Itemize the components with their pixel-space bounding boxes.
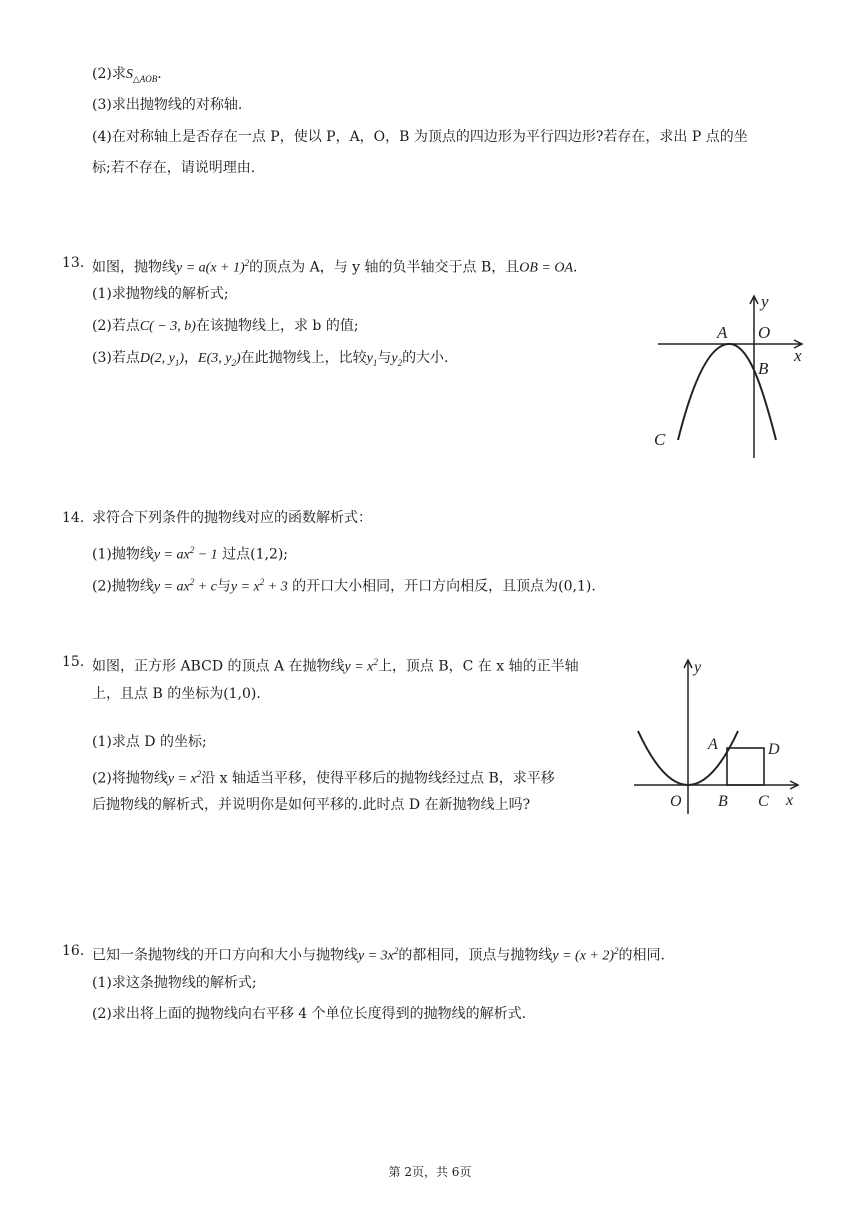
q15-label-C: C (758, 793, 769, 810)
q15-part2-line2: 后抛物线的解析式，并说明你是如何平移的.此时点 D 在新抛物线上吗? (92, 797, 531, 813)
page-footer: 第 2页，共 6页 (388, 1165, 472, 1179)
q13-label-x: x (794, 346, 802, 365)
q14-part1: (1)抛物线$y = ax^2 - 1$ 过点(1,2); (92, 545, 289, 563)
q12-part2: (2)求$S_{\triangle AOB}$. (92, 66, 162, 84)
q16-part2: (2)求出将上面的抛物线向右平移 4 个单位长度得到的抛物线的解析式. (92, 1006, 527, 1022)
q13-number: 13. (62, 255, 85, 271)
q13-label-O: O (758, 323, 771, 342)
q12-part4-line1: (4)在对称轴上是否存在一点 P，使以 P，A，O，B 为顶点的四边形为平行四边形?若存在，求出 P 点的坐 (92, 129, 748, 145)
q13-part3: (3)若点D(2, $y_1$)，E(3, $y_2$)在此抛物线上，比较$y_1$与$y_2$的大小. (92, 350, 449, 368)
q13-label-A: A (717, 323, 728, 342)
q15-stem-line2: 上，且点 B 的坐标为(1,0). (92, 686, 261, 702)
q13-label-B: B (758, 359, 769, 378)
q15-label-A: A (708, 736, 718, 753)
q15-square (727, 748, 764, 785)
q15-stem-line1: 如图，正方形 ABCD 的顶点 A 在抛物线$y = x^2$上，顶点 B，C 在 x 轴的正半轴 (92, 657, 579, 675)
q12-part4-line2: 标;若不存在，请说明理由. (92, 160, 256, 176)
q15-label-y: y (694, 659, 702, 676)
q14-stem: 求符合下列条件的抛物线对应的函数解析式： (92, 510, 372, 526)
q13-part2: (2)若点C( − 3, b)在该抛物线上，求 b 的值; (92, 318, 359, 334)
q13-figure (650, 290, 815, 462)
q15-label-B: B (718, 793, 728, 810)
q15-number: 15. (62, 654, 85, 670)
q15-label-x: x (786, 792, 794, 809)
q16-part1: (1)求这条抛物线的解析式; (92, 975, 257, 991)
q15-label-D: D (768, 741, 780, 758)
q13-part1: (1)求抛物线的解析式; (92, 286, 229, 302)
q14-number: 14. (62, 510, 85, 526)
q12-part3: (3)求出抛物线的对称轴. (92, 97, 243, 113)
q15-figure (628, 654, 808, 818)
q16-number: 16. (62, 943, 85, 959)
q14-part2: (2)抛物线$y = ax^2 + c$与$y = x^2 + 3$ 的开口大小相同，开口方向相反，且顶点为(0,1). (92, 577, 596, 595)
q15-part2-line1: (2)将抛物线$y = x^2$沿 x 轴适当平移，使得平移后的抛物线经过点 B，求平移 (92, 769, 555, 787)
q13-label-C: C (654, 430, 666, 449)
q13-label-y: y (761, 292, 769, 311)
q15-part1: (1)求点 D 的坐标; (92, 734, 207, 750)
q16-stem: 已知一条抛物线的开口方向和大小与抛物线$y = 3x^2$的都相同，顶点与抛物线$y = (x + 2)^2$的相同. (92, 946, 665, 964)
q15-label-O: O (670, 793, 682, 810)
q13-stem: 如图，抛物线$y = a(x + 1)^2$的顶点为 A，与 y 轴的负半轴交于点 B，且OB = OA. (92, 258, 578, 276)
